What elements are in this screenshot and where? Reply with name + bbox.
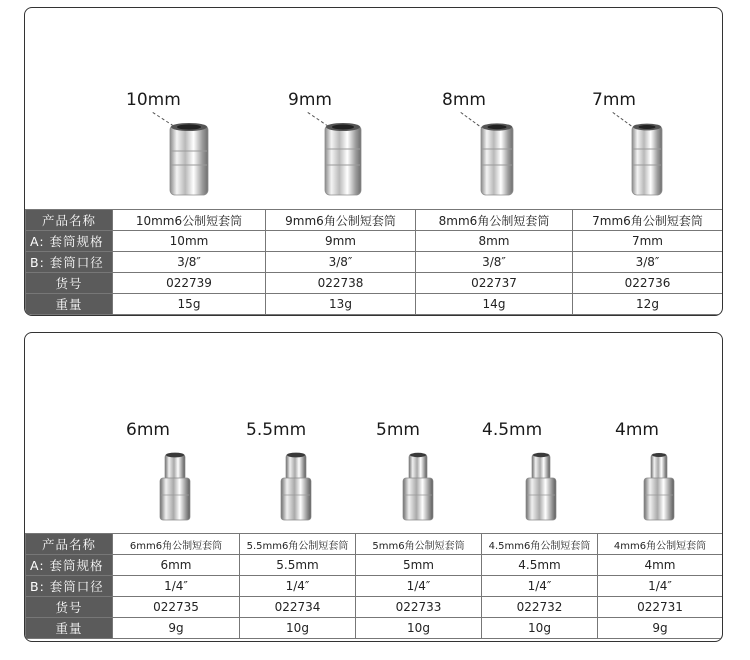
row-label-part: 货号 [26,273,113,294]
product-name-cell: 6mm6角公制短套筒 [113,534,240,555]
drive-cell: 3/8″ [573,252,723,273]
row-label-name: 产品名称 [26,534,113,555]
spec-cell: 9mm [266,231,416,252]
spec-cell: 4mm [598,555,723,576]
spec-cell: 8mm [416,231,573,252]
name-row [26,534,723,555]
size-label: 10mm [126,90,181,110]
drive-cell: 1/4″ [356,576,482,597]
weight-cell: 10g [356,618,482,639]
part-row [26,273,723,294]
part-cell: 022733 [356,597,482,618]
name-row [26,210,723,231]
socket-image [524,451,558,523]
part-cell: 022739 [113,273,266,294]
product-name-cell: 8mm6角公制短套筒 [416,210,573,231]
drive-cell: 1/4″ [240,576,356,597]
size-label: 5.5mm [246,420,307,440]
drive-row [26,252,723,273]
spec-table [25,533,723,639]
drive-row [26,576,723,597]
part-row [26,597,723,618]
spec-cell: 6mm [113,555,240,576]
spec-row [26,231,723,252]
weight-cell: 10g [482,618,598,639]
drive-cell: 3/8″ [113,252,266,273]
row-label-spec: A: 套筒规格 [26,231,113,252]
spec-row [26,555,723,576]
weight-cell: 9g [598,618,723,639]
part-cell: 022732 [482,597,598,618]
spec-cell: 10mm [113,231,266,252]
product-panel-1-4-drive [24,332,723,642]
part-cell: 022734 [240,597,356,618]
size-label: 4mm [615,420,659,440]
socket-image [158,451,192,523]
weight-cell: 9g [113,618,240,639]
product-images-row [25,8,722,209]
product-name-cell: 10mm6公制短套筒 [113,210,266,231]
weight-cell: 13g [266,294,416,315]
socket-image [279,451,313,523]
product-name-cell: 7mm6角公制短套筒 [573,210,723,231]
socket-image [323,121,363,198]
product-name-cell: 4.5mm6角公制短套筒 [482,534,598,555]
socket-image [401,451,435,523]
product-name-cell: 4mm6角公制短套筒 [598,534,723,555]
drive-cell: 1/4″ [482,576,598,597]
part-cell: 022736 [573,273,723,294]
weight-cell: 12g [573,294,723,315]
part-cell: 022738 [266,273,416,294]
row-label-drive: B: 套筒口径 [26,252,113,273]
drive-cell: 1/4″ [598,576,723,597]
weight-cell: 15g [113,294,266,315]
row-label-weight: 重量 [26,618,113,639]
row-label-name: 产品名称 [26,210,113,231]
socket-image [479,121,515,198]
spec-cell: 5.5mm [240,555,356,576]
spec-cell: 5mm [356,555,482,576]
drive-cell: 3/8″ [416,252,573,273]
row-label-part: 货号 [26,597,113,618]
weight-row [26,294,723,315]
socket-image [642,451,676,523]
size-label: 7mm [592,90,636,110]
weight-row [26,618,723,639]
product-name-cell: 9mm6角公制短套筒 [266,210,416,231]
product-name-cell: 5.5mm6角公制短套筒 [240,534,356,555]
part-cell: 022731 [598,597,723,618]
size-label: 5mm [376,420,420,440]
weight-cell: 14g [416,294,573,315]
spec-cell: 4.5mm [482,555,598,576]
weight-cell: 10g [240,618,356,639]
drive-cell: 3/8″ [266,252,416,273]
product-name-cell: 5mm6角公制短套筒 [356,534,482,555]
part-cell: 022737 [416,273,573,294]
row-label-drive: B: 套筒口径 [26,576,113,597]
size-label: 6mm [126,420,170,440]
size-label: 9mm [288,90,332,110]
part-cell: 022735 [113,597,240,618]
drive-cell: 1/4″ [113,576,240,597]
size-label: 4.5mm [482,420,543,440]
row-label-weight: 重量 [26,294,113,315]
socket-image [630,121,664,198]
row-label-spec: A: 套筒规格 [26,555,113,576]
spec-table [25,209,723,315]
product-images-row [25,333,722,533]
spec-cell: 7mm [573,231,723,252]
socket-image [168,121,210,198]
size-label: 8mm [442,90,486,110]
product-panel-3-8-drive [24,7,723,316]
